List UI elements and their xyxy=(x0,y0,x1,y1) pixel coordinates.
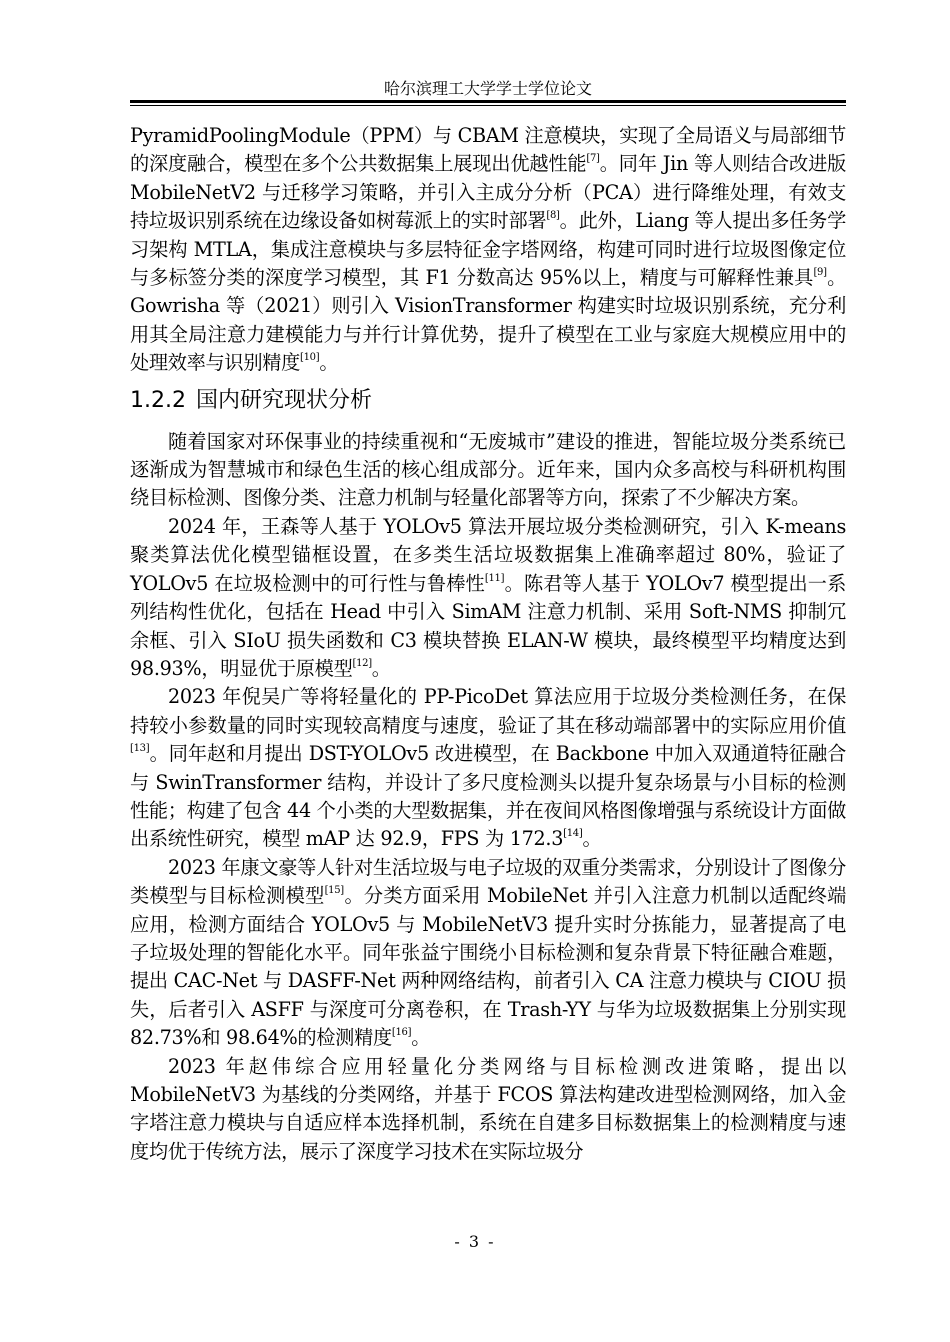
text-span: 。同年 Jin 等人则结合改进版 MobileNetV2 与迁移学习策略，并引入主成分分析（PCA）进行降维处理，有效支持垃圾识别系统在边缘设备如树莓派上的实时部署 xyxy=(130,152,846,233)
section-title: 国内研究现状分析 xyxy=(195,387,372,413)
text-span: 。分类方面采用 MobileNet 并引入注意力机制以适配终端应用，检测方面结合 YOLOv5 与 MobileNetV3 提升实时分拣能力，显著提高了电子垃圾处理的智能化水平。同年张益宁围绕小目标检测和复杂背景下特征融合难题，提出 CAC-Net 与 DASFF-Net 两种网络结构，前者引入 CA 注意力模块与 CIOU 损失，后者引入 ASFF 与深度可分离卷积，在 Trash-YY 与华为垃圾数据集上分别实现 82.73%和 98.64%的检测精度 xyxy=(130,884,846,1050)
text-span: 。 xyxy=(319,351,339,375)
paragraph-fcos-research xyxy=(130,1053,846,1167)
citation-7: [7] xyxy=(586,153,600,165)
text-span: 2023 年赵伟综合应用轻量化分类网络与目标检测改进策略，提出以 MobileNetV3 为基线的分类网络，并基于 FCOS 算法构建改进型检测网络，加入金字塔注意力模块与自适应样本选择机制，系统在自建多目标数据集上的检测精度与速度均优于传统方法，展示了深度学习技术在实际垃圾分 xyxy=(130,1054,846,1163)
text-span: 。 xyxy=(582,827,602,851)
text-span: 。陈君等人基于 YOLOv7 模型提出一系列结构性优化，包括在 Head 中引入 SimAM 注意力机制、采用 Soft-NMS 抑制冗余框、引入 SIoU 损失函数和 C3 模块替换 ELAN-W 模块，最终模型平均精度达到 98.93%，明显优于原模型 xyxy=(130,571,846,680)
text-span: 。 xyxy=(371,656,391,680)
paragraph-domestic-intro xyxy=(130,428,846,513)
text-span: 。同年赵和月提出 DST-YOLOv5 改进模型，在 Backbone 中加入双通道特征融合与 SwinTransformer 结构，并设计了多尺度检测头以提升复杂场景与小目标的检测性能；构建了包含 44 个小类的大型数据集，并在夜间风格图像增强与系统设计方面做出系统性研究，模型 mAP 达 92.9，FPS 为 172.3 xyxy=(130,742,846,851)
citation-12: [12] xyxy=(352,657,372,669)
text-span: 2023 年倪吴广等将轻量化的 PP-PicoDet 算法应用于垃圾分类检测任务，在保持较小参数量的同时实现较高精度与速度，验证了其在移动端部署中的实际应用价值 xyxy=(130,685,846,737)
citation-13: [13] xyxy=(130,743,150,755)
text-span: 。 xyxy=(411,1026,431,1050)
text-span: 2024 年，王森等人基于 YOLOv5 算法开展垃圾分类检测研究，引入 K-means 聚类算法优化模型锚框设置，在多类生活垃圾数据集上准确率超过 80%，验证了 YOLOv5 在垃圾检测中的可行性与鲁棒性 xyxy=(130,514,846,595)
citation-14: [14] xyxy=(563,828,583,840)
paragraph-yolo-research xyxy=(130,513,846,683)
text-span: 2023 年康文豪等人针对生活垃圾与电子垃圾的双重分类需求，分别设计了图像分类模型与目标检测模型 xyxy=(130,855,846,908)
header-rule-thin xyxy=(130,105,846,106)
citation-9: [9] xyxy=(813,267,827,279)
section-number: 1.2.2 xyxy=(130,387,186,413)
page-number: - 3 - xyxy=(454,1232,496,1251)
paragraph-foreign-research-continued xyxy=(130,122,846,378)
paragraph-picodet-research xyxy=(130,683,846,853)
citation-10: [10] xyxy=(300,352,320,364)
text-span: 。此外，Liang 等人提出多任务学习架构 MTLA，集成注意模块与多层特征金字塔网络，构建可同时进行垃圾图像定位与多标签分类的深度学习模型，其 F1 分数高达 95%以上，精度与可解释性兼具 xyxy=(130,209,846,290)
body-text xyxy=(130,122,846,1166)
header-rule xyxy=(130,100,846,103)
text-span: PyramidPoolingModule（PPM）与 CBAM 注意模块，实现了全局语义与局部细节的深度融合，模型在多个公共数据集上展现出优越性能 xyxy=(130,124,846,176)
section-heading xyxy=(130,386,846,416)
citation-16: [16] xyxy=(391,1027,412,1039)
citation-8: [8] xyxy=(546,210,560,222)
text-span: 随着国家对环保事业的持续重视和“无废城市”建设的推进，智能垃圾分类系统已逐渐成为智慧城市和绿色生活的核心组成部分。近年来，国内众多高校与科研机构围绕目标检测、图像分类、注意力机制与轻量化部署等方向，探索了不少解决方案。 xyxy=(130,429,846,510)
running-header: 哈尔滨理工大学学士学位论文 xyxy=(383,79,592,98)
paragraph-mobilenet-research xyxy=(130,854,846,1053)
text-span: 。Gowrisha 等（2021）则引入 VisionTransformer 构建实时垃圾识别系统，充分利用其全局注意力建模能力与并行计算优势，提升了模型在工业与家庭大规模应用中的处理效率与识别精度 xyxy=(130,266,847,375)
citation-15: [15] xyxy=(324,885,344,897)
citation-11: [11] xyxy=(484,572,505,584)
